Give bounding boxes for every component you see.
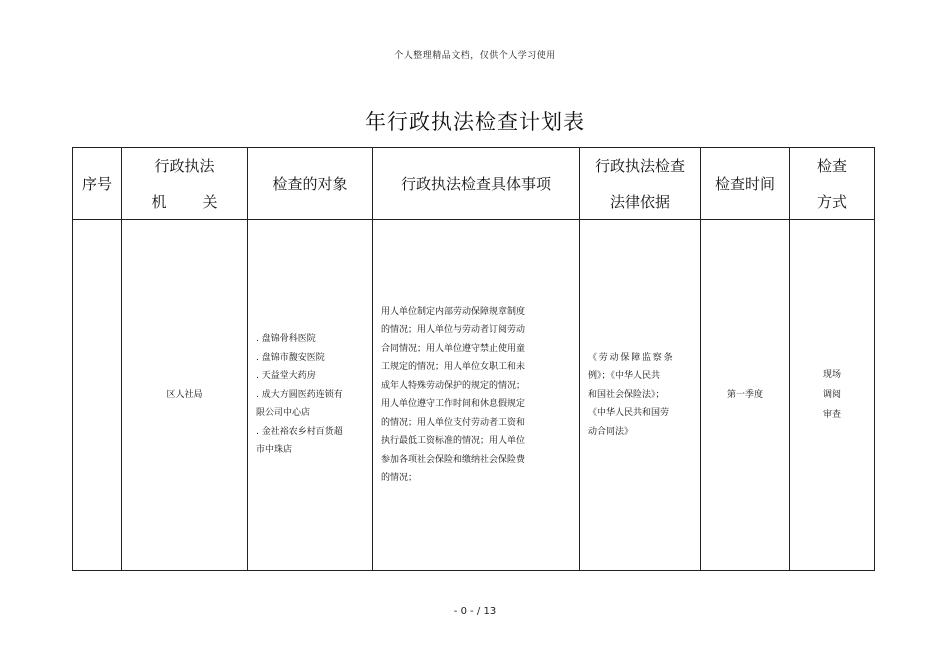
item-line: 参加各项社会保险和缴纳社会保险费 (381, 454, 526, 465)
table-header-row (73, 148, 875, 220)
cell-methods (790, 220, 875, 571)
header-method-line1: 检查 (816, 156, 847, 175)
watermark-text: 个人整理精品文档，仅供个人学习使用 (394, 51, 556, 61)
header-method (790, 148, 875, 220)
inspection-plan-table (72, 147, 875, 571)
method-line: 现场 (822, 370, 841, 380)
header-seq: 序号 (73, 148, 122, 220)
header-time: 检查时间 (701, 148, 790, 220)
basis-line: 和国社会保险法》； (588, 389, 665, 400)
cell-time: 第一季度 (701, 220, 790, 571)
cell-agency: 区人社局 (122, 220, 248, 571)
basis-line: 《中华人民共和国劳 (588, 408, 670, 419)
item-line: 用人单位制定内部劳动保障规章制度 (381, 306, 526, 317)
header-basis-line2: 法律依据 (609, 192, 670, 211)
cell-basis (580, 220, 701, 571)
item-line: 合同情况；用人单位遵守禁止使用童 (381, 343, 526, 354)
basis-line: 动合同法》 (588, 426, 634, 437)
target-line: 限公司中心店 (256, 408, 311, 419)
header-agency (122, 148, 248, 220)
target-line: . 盘锦骨科医院 (256, 334, 316, 345)
item-line: 工规定的情况；用人单位女职工和未 (381, 362, 526, 372)
target-line: 市中珠店 (256, 445, 293, 456)
method-line: 调阅 (822, 390, 841, 400)
item-line: 用人单位遵守工作时间和休息假规定 (381, 399, 526, 409)
page-number: - 0 - / 13 (453, 606, 497, 617)
header-method-line2: 方式 (816, 192, 847, 211)
item-line: 的情况；用人单位与劳动者订阅劳动 (381, 325, 526, 335)
item-line: 的情况； (381, 473, 418, 483)
target-line: . 天益堂大药房 (256, 371, 316, 382)
target-line: . 金社裕农乡村百货超 (256, 426, 343, 437)
cell-targets (248, 220, 373, 571)
header-agency-line1: 行政执法 (154, 156, 215, 175)
basis-line: 《劳动保障监察条 (588, 352, 675, 363)
method-line: 审查 (822, 410, 841, 420)
item-line: 的情况；用人单位支付劳动者工资和 (381, 417, 526, 428)
target-line: . 盘锦市馥安医院 (256, 352, 325, 363)
header-basis-line1: 行政执法检查 (594, 156, 685, 175)
header-items: 行政执法检查具体事项 (373, 148, 580, 220)
cell-items (373, 220, 580, 571)
header-target: 检查的对象 (248, 148, 373, 220)
page-title: 年行政执法检查计划表 (365, 110, 585, 134)
header-basis (580, 148, 701, 220)
item-line: 执行最低工资标准的情况；用人单位 (381, 436, 526, 446)
header-agency-line2: 机 关 (151, 192, 218, 211)
cell-seq (73, 220, 122, 571)
item-line: 成年人特殊劳动保护的规定的情况； (381, 380, 526, 391)
table-row (73, 220, 875, 571)
basis-line: 例》；《中华人民共 (588, 371, 661, 382)
target-line: . 成大方圆医药连锁有 (256, 389, 343, 400)
